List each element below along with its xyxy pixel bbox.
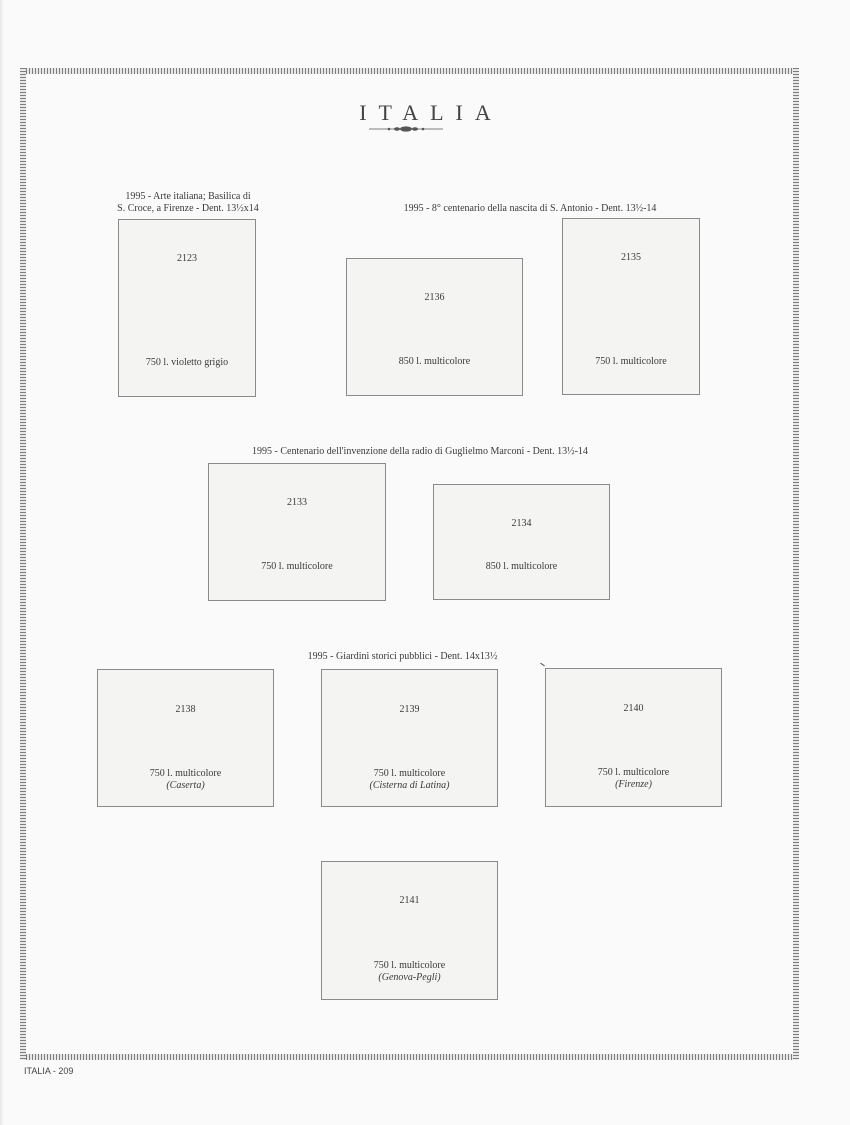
stamp-subtitle: (Firenze) <box>615 779 652 790</box>
stamp-number: 2139 <box>399 704 420 715</box>
stamp-number: 2136 <box>424 292 445 303</box>
stamp-mount-2123 <box>118 219 256 397</box>
page-edge-shadow <box>0 0 4 1125</box>
stamp-mount-2135 <box>562 218 700 395</box>
stamp-subtitle: (Caserta) <box>166 780 205 791</box>
stamp-mount-2138 <box>97 669 274 807</box>
stamp-number: 2133 <box>287 497 307 508</box>
caption-arte-line2: S. Croce, a Firenze - Dent. 13½x14 <box>117 203 259 214</box>
border-left <box>20 68 26 1060</box>
page-footer: ITALIA - 209 <box>24 1066 74 1076</box>
stamp-mount-2136 <box>346 258 523 396</box>
border-top <box>20 68 799 74</box>
stamp-description: 750 l. multicolore <box>261 561 333 572</box>
stamp-number: 2138 <box>175 704 196 715</box>
stamp-mount-2141 <box>321 861 498 1000</box>
stamp-value: 750 l. multicolore <box>149 768 222 779</box>
stamp-description <box>546 767 721 791</box>
stamp-description: 750 l. multicolore <box>595 356 667 367</box>
stamp-value: 750 l. multicolore <box>373 768 446 779</box>
stamp-mount-2139 <box>321 669 498 807</box>
border-right <box>793 68 799 1060</box>
stamp-value: 750 l. multicolore <box>373 960 446 971</box>
stamp-mount-2134 <box>433 484 610 600</box>
stamp-mount-2140 <box>545 668 722 807</box>
stamp-number: 2140 <box>623 703 644 714</box>
stamp-description <box>98 768 273 792</box>
stamp-subtitle: (Cisterna di Latina) <box>369 780 450 791</box>
caption-arte-line1: 1995 - Arte italiana; Basilica di <box>125 191 251 202</box>
stamp-number: 2141 <box>399 895 420 906</box>
title-ornament-icon <box>369 124 443 134</box>
stamp-description: 850 l. multicolore <box>398 356 471 367</box>
stamp-description <box>322 960 497 984</box>
caption-arte-italiana <box>108 191 268 215</box>
stray-mark <box>540 663 545 667</box>
stamp-number: 2134 <box>511 518 532 529</box>
stamp-value: 750 l. multicolore <box>597 767 670 778</box>
caption-sant-antonio: 1995 - 8° centenario della nascita di S. Antonio - Dent. 13½-14 <box>403 203 657 214</box>
page-title: ITALIA <box>359 100 503 125</box>
border-bottom <box>20 1054 799 1060</box>
caption-giardini: 1995 - Giardini storici pubblici - Dent. 14x13½ <box>307 651 498 662</box>
stamp-number: 2135 <box>621 252 641 263</box>
stamp-description <box>322 768 497 792</box>
stamp-number: 2123 <box>177 253 197 264</box>
stamp-subtitle: (Genova-Pegli) <box>378 972 441 983</box>
stamp-mount-2133 <box>208 463 386 601</box>
stamp-description: 850 l. multicolore <box>485 561 558 572</box>
stamp-description: 750 l. violetto grigio <box>145 357 229 368</box>
caption-marconi: 1995 - Centenario dell'invenzione della radio di Guglielmo Marconi - Dent. 13½-14 <box>252 446 588 457</box>
